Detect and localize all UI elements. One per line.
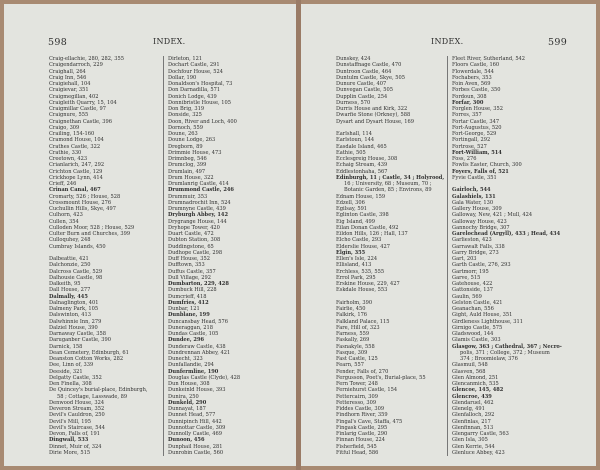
index-entry: Devil's Mill, 195 bbox=[49, 418, 91, 425]
running-head: INDEX. bbox=[153, 37, 186, 46]
index-entry: Duncansbay Head, 576 bbox=[168, 318, 228, 325]
index-entry: Ellisland, 413 bbox=[336, 262, 372, 269]
index-entry: Deanston Cotton Works, 282 bbox=[49, 356, 124, 362]
index-entry: Garth Castle, 276, 293 bbox=[452, 262, 511, 269]
index-entry: Fitful Head, 586 bbox=[336, 449, 379, 456]
index-entry: Donaldson's Hospital, 73 bbox=[168, 81, 233, 87]
index-entry: Dryhope Tower, 420 bbox=[168, 224, 220, 231]
index-entry: Eskdale House, 553 bbox=[336, 287, 388, 294]
index-entry: Doune, 263 bbox=[168, 131, 198, 137]
index-entry: Fetteresso, 309 bbox=[336, 399, 377, 406]
index-entry: Garry Bridge, 273 bbox=[452, 249, 499, 256]
index-entry: Girnigo Castle, 575 bbox=[452, 324, 503, 331]
index-entry: Crinan Canal, 467 bbox=[49, 187, 101, 194]
index-entry: Denwood House, 324 bbox=[49, 399, 105, 406]
index-entry: Dollar, 190 bbox=[168, 74, 197, 81]
index-entry: Culloden Moor, 528 ; House, 529 bbox=[49, 224, 135, 231]
index-entry: Glenfalloch, 292 bbox=[452, 412, 495, 419]
index-entry: Dalmeny Park, 105 bbox=[49, 306, 99, 312]
index-entry: Forres, 357 bbox=[452, 112, 482, 119]
index-entry: Gartmorr, 195 bbox=[452, 268, 489, 275]
index-entry: Dornoch, 559 bbox=[168, 124, 204, 131]
index-entry: Craignethan Castle, 396 bbox=[49, 118, 113, 125]
index-entry: Fleet River, Sutherland, 542 bbox=[452, 56, 526, 62]
index-entry: Edinburgh, 11 ; Castle, 34 ; Holyrood, bbox=[336, 174, 445, 181]
index-entry: Dupplin Castle, 254 bbox=[336, 93, 388, 100]
index-entry: Drum House, 322 bbox=[168, 174, 214, 181]
index-entry: Devil's Staircase, 544 bbox=[49, 424, 105, 431]
index-entry: Garlieston, 423 bbox=[452, 237, 492, 244]
index-column bbox=[336, 56, 444, 456]
index-entry: Glen Kerrie, 544 bbox=[452, 443, 495, 450]
index-entry: Gatehouse, 422 bbox=[452, 281, 493, 287]
index-entry: Crailing, 154-160 bbox=[49, 131, 95, 137]
index-entry: Dun House, 308 bbox=[168, 381, 210, 387]
index-entry: Glasven, 568 bbox=[452, 368, 486, 375]
index-entry: Fortrose, 527 bbox=[452, 143, 487, 150]
index-entry: Dryburgh Abbey, 142 bbox=[168, 212, 229, 219]
index-entry: Finnan House, 224 bbox=[336, 437, 386, 444]
index-entry: Drummond Castle, 246 bbox=[168, 187, 234, 194]
index-entry: Fiddes Castle, 309 bbox=[336, 406, 385, 412]
index-entry: Craigievar, 351 bbox=[49, 87, 89, 94]
index-entry: Gannochy Bridge, 307 bbox=[452, 224, 510, 231]
index-entry: Fern Tower, 248 bbox=[336, 381, 378, 387]
index-entry: Easdale Island, 465 bbox=[336, 143, 387, 150]
index-entry: 374 ; Broomielaw, 376 bbox=[460, 356, 518, 362]
index-entry: Dunrobin Castle, 560 bbox=[168, 449, 224, 456]
index-entry: Fasnakyle, 558 bbox=[336, 343, 375, 350]
index-entry: Fort-William, 514 bbox=[452, 149, 502, 156]
index-entry: Dunnayat, 187 bbox=[168, 406, 206, 412]
index-entry: Don Darnadilla, 571 bbox=[168, 87, 221, 94]
index-entry: Forfar, 300 bbox=[452, 99, 484, 106]
index-entry: Duff House, 352 bbox=[168, 256, 210, 262]
index-entry: Donnibristle House, 105 bbox=[168, 99, 231, 106]
index-entry: De Quincey's burial-place, Edinburgh, bbox=[49, 387, 148, 394]
index-entry: Creetown, 423 bbox=[49, 156, 88, 162]
index-entry: Fortingall, 292 bbox=[452, 137, 491, 144]
index-entry: Duffus Castle, 357 bbox=[168, 268, 216, 275]
index-entry: Craigleith Quarry, 15, 104 bbox=[49, 99, 117, 106]
index-entry: Fort-George, 529 bbox=[452, 131, 497, 137]
index-entry: Dalmally, 445 bbox=[49, 293, 88, 300]
index-entry: Geanachan, 556 bbox=[452, 306, 494, 312]
index-entry: Gladswood, 144 bbox=[452, 331, 494, 337]
index-entry: Dalcross Castle, 529 bbox=[49, 268, 103, 275]
index-entry: Dalhousie Castle, 98 bbox=[49, 274, 103, 281]
index-entry: Glencoe, 145, 482 bbox=[452, 387, 504, 394]
index-entry: Craigmegillan, 402 bbox=[49, 93, 99, 100]
page-number: 598 bbox=[48, 37, 68, 48]
index-entry: Gaulin, 569 bbox=[452, 293, 482, 300]
index-entry: Dysart and Dysart House, 169 bbox=[336, 118, 415, 125]
index-entry: Drumlain, 497 bbox=[168, 168, 206, 175]
index-entry: Donside, 325 bbox=[168, 112, 202, 119]
index-column bbox=[447, 56, 562, 456]
index-entry: Botanic Garden, 85 ; Environs, 89 bbox=[344, 187, 432, 194]
index-entry: Dunfermline, 190 bbox=[168, 368, 219, 375]
index-entry: Dean Cemetery, Edinburgh, 61 bbox=[49, 349, 129, 356]
index-entry: Ferniehurst Castle, 154 bbox=[336, 387, 398, 394]
index-entry: Eig Island, 499 bbox=[336, 218, 376, 225]
index-entry: Fast Castle, 125 bbox=[336, 356, 378, 362]
index-entry: Glasgow, 363 ; Cathedral, 367 ; Necro- bbox=[452, 343, 562, 350]
index-entry: Donich Lodge, 439 bbox=[168, 93, 217, 100]
index-entry: Duntulm Castle, Skye, 505 bbox=[336, 74, 405, 81]
index-entry: Dunira, 250 bbox=[168, 393, 199, 400]
index-entry: Crickhope Lynn, 414 bbox=[49, 174, 103, 181]
index-entry: Doon, River and Loch, 400 bbox=[168, 118, 237, 125]
index-entry: Dunblane, 199 bbox=[168, 312, 210, 319]
index-entry: Fender, Falls of, 270 bbox=[336, 368, 389, 375]
index-entry: polis, 371 ; College, 372 ; Museum bbox=[460, 349, 550, 356]
index-entry: Glasmuil, 548 bbox=[452, 362, 488, 369]
index-entry: Galloway, New, 421 ; Mull, 424 bbox=[452, 212, 533, 219]
index-entry: Dall House, 277 bbox=[49, 287, 91, 294]
index-entry: Glencroe, 439 bbox=[452, 393, 492, 400]
index-entry: Gala Water, 130 bbox=[452, 199, 494, 206]
index-entry: Fare, Hill of, 323 bbox=[336, 324, 380, 331]
index-entry: Forbes Castle, 350 bbox=[452, 87, 501, 94]
index-entry: Culloquhey, 248 bbox=[49, 237, 91, 244]
index-entry: Cumbray Islands, 450 bbox=[49, 243, 106, 250]
index-entry: Duntroon Castle, 464 bbox=[336, 68, 392, 75]
index-entry: Dundas Castle, 105 bbox=[168, 331, 219, 337]
index-entry: Eilan Donan Castle, 492 bbox=[336, 224, 399, 231]
index-entry: Echaig Stream, 439 bbox=[336, 162, 388, 169]
index-entry: Craighall, 264 bbox=[49, 68, 86, 75]
index-entry: Dumbuck Hill, 228 bbox=[168, 287, 217, 294]
index-entry: Craigiehall, 104 bbox=[49, 81, 91, 87]
index-entry: Finlarig Castle, 290 bbox=[336, 431, 388, 437]
index-entry: Dumcrieff, 418 bbox=[168, 293, 207, 300]
index-entry: Gairloch, 544 bbox=[452, 187, 491, 194]
index-entry: Glenfinlas, 217 bbox=[452, 418, 491, 425]
index-entry: Glenluce Abbey, 423 bbox=[452, 449, 505, 456]
running-head: INDEX. bbox=[431, 37, 464, 46]
index-entry: Duddingstone, 65 bbox=[168, 243, 214, 250]
index-entry: Cramond House, 104 bbox=[49, 137, 104, 144]
index-entry: Glengarry Castle, 563 bbox=[452, 431, 509, 437]
index-entry: Fasque, 309 bbox=[336, 349, 368, 356]
index-entry: Deveron Stream, 352 bbox=[49, 406, 105, 412]
index-entry: Erskine House, 229, 427 bbox=[336, 281, 400, 287]
index-entry: Cromarty, 526 ; House, 528 bbox=[49, 193, 121, 200]
left-page bbox=[4, 4, 296, 466]
index-entry: Fairlie, 450 bbox=[336, 306, 366, 312]
index-entry: 58 ; Cottage, Lasswade, 89 bbox=[57, 393, 128, 400]
index-entry: Drumlanrig Castle, 414 bbox=[168, 181, 229, 187]
index-entry: Don Brig, 319 bbox=[168, 106, 205, 112]
index-entry: Falkirk, 176 bbox=[336, 312, 368, 319]
index-entry: Duneraggan, 218 bbox=[168, 324, 213, 331]
index-entry: Drygrange House, 144 bbox=[168, 218, 227, 225]
index-entry: Craignure, 555 bbox=[49, 112, 89, 119]
index-entry: Dunnipinch Hill, 442 bbox=[168, 418, 222, 425]
index-entry: Dalziel House, 390 bbox=[49, 324, 98, 331]
index-entry: Darnaway Castle, 358 bbox=[49, 331, 106, 337]
index-entry: Elderslie House, 427 bbox=[336, 243, 390, 250]
index-entry: Gattonside, 137 bbox=[452, 287, 494, 294]
index-entry: Foin Aven, 569 bbox=[452, 81, 491, 87]
index-entry: Garelochead (Argyll), 433 ; Head, 434 bbox=[452, 231, 561, 237]
index-entry: Eddlestonhaha, 567 bbox=[336, 168, 388, 175]
index-entry: Faskally, 269 bbox=[336, 337, 370, 344]
index-entry: Foss, 276 bbox=[452, 156, 477, 162]
index-entry: Dumbarton, 229, 428 bbox=[168, 281, 229, 287]
index-entry: Dochart Castle, 291 bbox=[168, 62, 220, 69]
index-entry: Dunphail House, 281 bbox=[168, 443, 223, 450]
index-entry: Dinnet, Muir of, 324 bbox=[49, 443, 102, 450]
index-entry: Gallery House, 309 bbox=[452, 206, 502, 212]
index-entry: Dirleton, 121 bbox=[168, 56, 203, 62]
index-entry: Dalswinton, 413 bbox=[49, 312, 91, 319]
index-entry: Dochfour House, 524 bbox=[168, 68, 223, 75]
index-entry: Fairholm, 390 bbox=[336, 299, 373, 306]
index-entry: Dunfallandie, 294 bbox=[168, 362, 215, 369]
index-entry: Dunecht, 323 bbox=[168, 356, 203, 362]
index-entry: Fowlis Easter, Church, 300 bbox=[452, 162, 522, 169]
index-entry: Fingask Castle, 295 bbox=[336, 424, 388, 431]
index-entry: Dundrennan Abbey, 421 bbox=[168, 349, 231, 356]
index-entry: Flowerdale, 544 bbox=[452, 68, 494, 75]
index-entry: Glen Almond, 251 bbox=[452, 374, 499, 381]
index-entry: Dunkeinld House, 393 bbox=[168, 387, 226, 394]
index-entry: Daruganber Castle, 390 bbox=[49, 337, 111, 344]
index-entry: Deeside, 321 bbox=[49, 368, 83, 375]
index-entry: Dalchonzie, 250 bbox=[49, 262, 91, 269]
index-entry: Craig Inn, 546 bbox=[49, 74, 87, 81]
index-entry: Fettercairn, 309 bbox=[336, 393, 379, 400]
index-entry: Culhorn, 423 bbox=[49, 212, 83, 219]
index-entry: Earlshall, 114 bbox=[336, 131, 372, 137]
index-entry: Dunderaw Castle, 438 bbox=[168, 343, 226, 350]
index-entry: Findhorn River, 359 bbox=[336, 412, 388, 419]
index-entry: Glen Isla, 305 bbox=[452, 437, 488, 444]
index-entry: Gight, Auld House, 351 bbox=[452, 312, 513, 319]
index-entry: Dubton Station, 308 bbox=[168, 237, 221, 244]
index-entry: Devil's Cauldron, 250 bbox=[49, 412, 105, 419]
index-entry: Errol Park, 295 bbox=[336, 274, 376, 281]
index-entry: Eathie, 505 bbox=[336, 149, 366, 156]
index-entry: Dunnolly Castle, 469 bbox=[168, 431, 222, 437]
index-entry: Fisherfield, 545 bbox=[336, 443, 377, 450]
index-entry: Girdleness Lighthouse, 311 bbox=[452, 318, 523, 325]
index-entry: Drumnyne Castle, 439 bbox=[168, 206, 226, 212]
index-entry: Dingwall, 533 bbox=[49, 437, 89, 444]
index-entry: Fergusson, Poet's, Burial-place, 55 bbox=[336, 374, 426, 381]
index-entry: Dull Village, 292 bbox=[168, 274, 211, 281]
index-entry: Earlstoun, 144 bbox=[336, 137, 375, 144]
index-column bbox=[163, 56, 240, 456]
index-entry: Fortar Castle, 347 bbox=[452, 118, 500, 125]
index-entry: Dee, Linn of, 339 bbox=[49, 362, 94, 369]
index-entry: Craigo, 309 bbox=[49, 124, 80, 131]
index-entry: Dufftown, 353 bbox=[168, 262, 205, 269]
index-entry: Egilsay, 591 bbox=[336, 206, 368, 212]
index-entry: Ellen's Isle, 224 bbox=[336, 256, 378, 262]
index-entry: Edzell, 306 bbox=[336, 199, 365, 206]
index-entry: Drummuir, 353 bbox=[168, 193, 208, 200]
index-entry: Fingal's Cave, Staffa, 475 bbox=[336, 418, 403, 425]
index-entry: Ecclesgreig House, 308 bbox=[336, 156, 398, 162]
index-entry: Dumfries, 412 bbox=[168, 299, 209, 306]
index-entry: Dalbeattie, 421 bbox=[49, 256, 89, 262]
index-entry: Durris House and Kirk, 322 bbox=[336, 106, 408, 112]
index-entry: Drumclog, 399 bbox=[168, 162, 207, 169]
index-entry: Garrawalt Falls, 338 bbox=[452, 243, 505, 250]
index-entry: Duart Castle, 472 bbox=[168, 231, 214, 237]
index-entry: Gart, 203 bbox=[452, 256, 477, 262]
index-entry: Glenelg, 491 bbox=[452, 406, 485, 412]
right-page bbox=[301, 4, 596, 466]
page-number: 599 bbox=[548, 37, 568, 48]
index-entry: Crossmount House, 276 bbox=[49, 199, 112, 206]
index-entry: Elcho Castle, 293 bbox=[336, 237, 382, 244]
index-entry: Gelston Castle, 421 bbox=[452, 299, 503, 306]
index-entry: Dunnottar Castle, 309 bbox=[168, 424, 226, 431]
index-entry: Falkland Palace, 115 bbox=[336, 318, 390, 325]
index-entry: Galloway House, 423 bbox=[452, 218, 507, 225]
index-entry: Dundee, 296 bbox=[168, 337, 205, 344]
index-entry: Dunskey, 424 bbox=[336, 56, 371, 62]
index-entry: Cullen, 354 bbox=[49, 218, 79, 225]
index-entry: Craigendarroch, 229 bbox=[49, 62, 103, 69]
index-entry: Dunoon, 456 bbox=[168, 437, 205, 444]
index-entry: Fochabers, 353 bbox=[452, 74, 492, 81]
index-entry: Fort-Augustus, 520 bbox=[452, 124, 502, 131]
index-entry: Crieff, 246 bbox=[49, 181, 77, 187]
index-entry: Drimnbeg, 546 bbox=[168, 156, 207, 162]
index-entry: Craigmillar Castle, 97 bbox=[49, 106, 107, 112]
index-entry: Crathes Castle, 322 bbox=[49, 143, 101, 150]
index-entry: Erchless, 535, 555 bbox=[336, 268, 385, 275]
index-entry: Garve, 515 bbox=[452, 274, 481, 281]
index-entry: Dregborn, 89 bbox=[168, 143, 203, 150]
index-entry: Den Finella, 308 bbox=[49, 381, 92, 387]
index-entry: Fordoun, 308 bbox=[452, 93, 487, 100]
index-entry: Delgatty Castle, 352 bbox=[49, 374, 102, 381]
index-entry: Ednam House, 159 bbox=[336, 193, 386, 200]
index-entry: Dunvegan Castle, 505 bbox=[336, 87, 393, 94]
index-entry: Farness, 559 bbox=[336, 331, 370, 337]
index-entry: Crianlarich, 247, 292 bbox=[49, 162, 105, 169]
index-entry: Cuchullin Hills, Skye, 497 bbox=[49, 206, 116, 212]
index-entry: Dunure Castle, 407 bbox=[336, 81, 387, 87]
index-entry: Dunbar, 121 bbox=[168, 306, 200, 312]
index-entry: Floors Castle, 160 bbox=[452, 62, 500, 69]
index-entry: Dalwhinnie Inn, 279 bbox=[49, 318, 102, 325]
index-entry: Eglinton Castle, 398 bbox=[336, 212, 389, 219]
index-entry: Dwarfie Stone (Orkney), 588 bbox=[336, 112, 411, 119]
index-entry: Dunkeld, 290 bbox=[168, 399, 207, 406]
index-entry: Glencanmich, 535 bbox=[452, 381, 499, 387]
index-entry: Dalnaglington, 401 bbox=[49, 299, 99, 306]
index-entry: Doune Lodge, 263 bbox=[168, 137, 216, 144]
index-entry: Fearn, 557 bbox=[336, 362, 364, 369]
index-entry: Dudhope Castle, 298 bbox=[168, 249, 223, 256]
index-entry: Durness, 570 bbox=[336, 99, 371, 106]
index-entry: Crathie, 330 bbox=[49, 149, 82, 156]
index-entry: Drumnadrochit Inn, 524 bbox=[168, 199, 231, 206]
index-entry: Darnick, 158 bbox=[49, 343, 83, 350]
index-entry: Dunstaffnage Castle, 470 bbox=[336, 62, 402, 69]
index-entry: Fyvie Castle, 351 bbox=[452, 174, 497, 181]
index-entry: Eildon Hills, 126 ; Hall, 137 bbox=[336, 231, 408, 237]
index-entry: Forglen House, 352 bbox=[452, 106, 503, 112]
index-entry: Foyers, Falls of, 521 bbox=[452, 168, 509, 175]
index-entry: Crichton Castle, 129 bbox=[49, 168, 103, 175]
index-entry: Glendaruel, 462 bbox=[452, 399, 494, 406]
index-entry: Dirie More, 515 bbox=[49, 449, 91, 456]
index-entry: Glenfinnan, 513 bbox=[452, 424, 494, 431]
index-entry: Glamis Castle, 303 bbox=[452, 337, 501, 344]
index-column bbox=[49, 56, 148, 456]
index-entry: Dunnet Head, 577 bbox=[168, 412, 216, 419]
index-entry: Drimmie House, 473 bbox=[168, 149, 222, 156]
index-entry: Douglas Castle (Clyde), 428 bbox=[168, 374, 241, 381]
index-entry: Culter Burn and Churches, 399 bbox=[49, 231, 131, 237]
index-entry: Galashiels, 131 bbox=[452, 193, 496, 200]
index-entry: 16 ; University, 68 ; Museum, 70 ; bbox=[344, 181, 432, 187]
index-entry: Craig-ellachie, 280, 282, 355 bbox=[49, 56, 124, 62]
index-entry: Dalkeith, 95 bbox=[49, 281, 81, 287]
index-entry: Devon, Falls of, 191 bbox=[49, 431, 101, 437]
index-entry: Elgin, 355 bbox=[336, 249, 366, 256]
